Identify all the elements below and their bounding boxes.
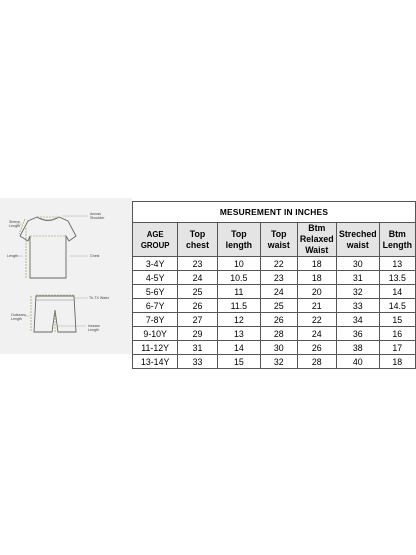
table-cell: 4-5Y (133, 271, 178, 285)
table-row (133, 313, 416, 327)
table-cell: 13 (217, 327, 260, 341)
table-cell: 31 (337, 271, 380, 285)
table-cell: 24 (260, 285, 297, 299)
table-row (133, 355, 416, 369)
table-cell: 18 (297, 257, 336, 271)
table-cell: 10 (217, 257, 260, 271)
table-cell: 15 (217, 355, 260, 369)
tshirt-outline (20, 217, 76, 278)
table-cell: 26 (297, 341, 336, 355)
header-top-waist: Top waist (260, 223, 297, 257)
table-title: MESUREMENT IN INCHES (133, 202, 416, 223)
table-row (133, 299, 416, 313)
table-cell: 22 (260, 257, 297, 271)
table-cell: 13-14Y (133, 355, 178, 369)
table-cell: 23 (178, 257, 217, 271)
table-cell: 36 (337, 327, 380, 341)
table-cell: 14 (217, 341, 260, 355)
table-cell: 18 (379, 355, 415, 369)
header-top-length: Top length (217, 223, 260, 257)
across-shoulder-label: Across Shoulder (90, 212, 105, 221)
table-cell: 26 (178, 299, 217, 313)
measurement-diagram (0, 198, 132, 354)
table-row (133, 341, 416, 355)
header-streched-waist: Streched waist (337, 223, 380, 257)
length-label: Length (7, 254, 18, 258)
table-title-row (133, 202, 416, 223)
table-cell: 18 (297, 271, 336, 285)
table-cell: 34 (337, 313, 380, 327)
table-cell: 11 (217, 285, 260, 299)
table-row (133, 285, 416, 299)
outseam-length-label: Outseam Length (11, 313, 26, 322)
table-cell: 29 (178, 327, 217, 341)
header-btm-relaxed-waist: Btm Relaxed Waist (297, 223, 336, 257)
table-cell: 9-10Y (133, 327, 178, 341)
table-cell: 24 (178, 271, 217, 285)
table-cell: 22 (297, 313, 336, 327)
table-cell: 13 (379, 257, 415, 271)
table-header-row (133, 223, 416, 257)
table-body (133, 257, 416, 369)
size-chart-table (132, 201, 416, 369)
table-cell: 14 (379, 285, 415, 299)
table-cell: 26 (260, 313, 297, 327)
waist-label: Tri-TX Waist (89, 296, 109, 300)
table-cell: 33 (178, 355, 217, 369)
table-cell: 24 (297, 327, 336, 341)
header-btm-length: Btm Length (379, 223, 415, 257)
table-cell: 31 (178, 341, 217, 355)
table-cell: 28 (297, 355, 336, 369)
table-cell: 38 (337, 341, 380, 355)
table-cell: 30 (337, 257, 380, 271)
table-cell: 32 (260, 355, 297, 369)
table-cell: 10.5 (217, 271, 260, 285)
table-cell: 16 (379, 327, 415, 341)
table-cell: 15 (379, 313, 415, 327)
inseam-length-label: Inseam Length (88, 324, 100, 333)
chest-label: Chest (90, 254, 100, 258)
table-cell: 11.5 (217, 299, 260, 313)
table-cell: 25 (260, 299, 297, 313)
table-cell: 11-12Y (133, 341, 178, 355)
table-cell: 30 (260, 341, 297, 355)
table-cell: 5-6Y (133, 285, 178, 299)
table-cell: 14.5 (379, 299, 415, 313)
table-cell: 13.5 (379, 271, 415, 285)
table-cell: 33 (337, 299, 380, 313)
table-cell: 7-8Y (133, 313, 178, 327)
table-cell: 25 (178, 285, 217, 299)
table-row (133, 257, 416, 271)
table-cell: 40 (337, 355, 380, 369)
table-cell: 20 (297, 285, 336, 299)
header-age-group: AGE GROUP (133, 223, 178, 257)
table-cell: 23 (260, 271, 297, 285)
table-cell: 27 (178, 313, 217, 327)
header-top-chest: Top chest (178, 223, 217, 257)
table-row (133, 271, 416, 285)
table-cell: 3-4Y (133, 257, 178, 271)
table-cell: 32 (337, 285, 380, 299)
sleeve-length-label: Sleeve Length (9, 220, 20, 229)
table-cell: 12 (217, 313, 260, 327)
table-cell: 17 (379, 341, 415, 355)
table-cell: 21 (297, 299, 336, 313)
table-cell: 28 (260, 327, 297, 341)
table-cell: 6-7Y (133, 299, 178, 313)
table-row (133, 327, 416, 341)
